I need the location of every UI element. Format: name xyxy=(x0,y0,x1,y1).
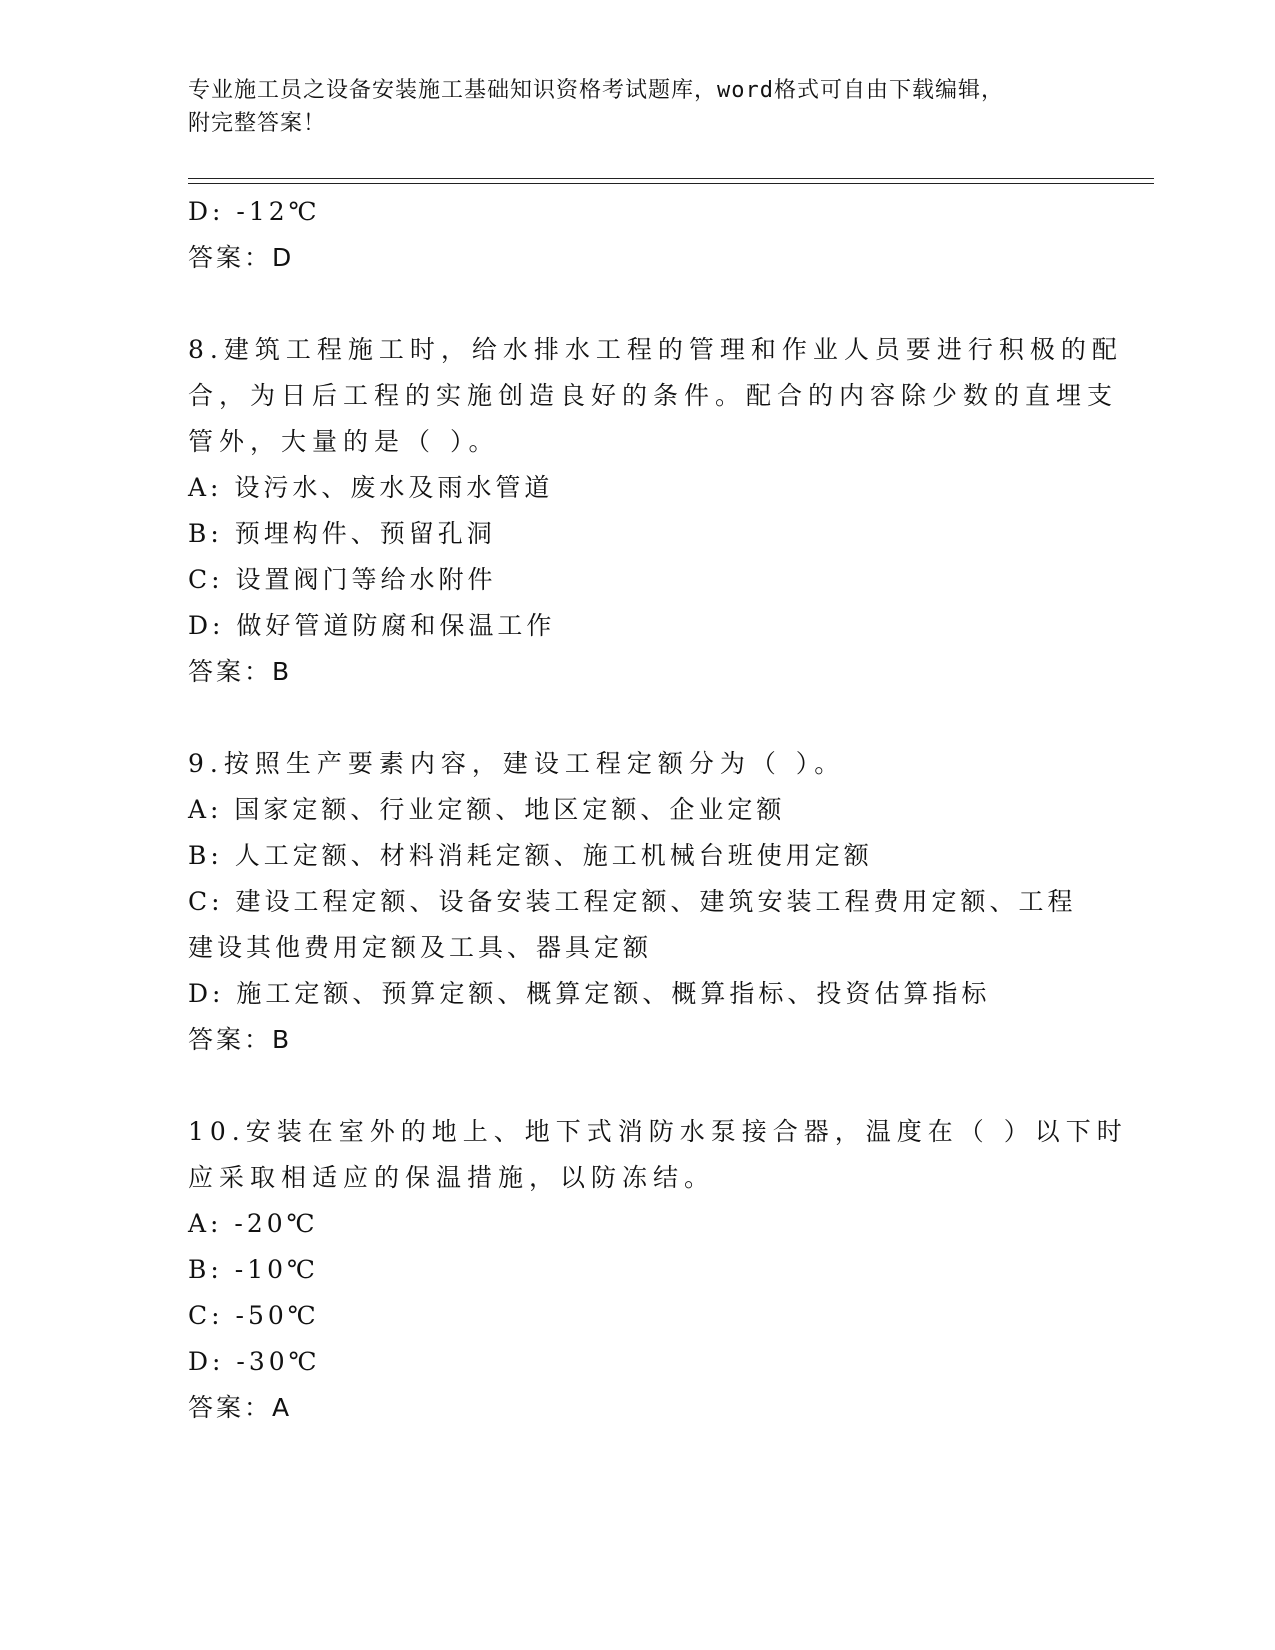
answer-line: 答案：D xyxy=(188,243,295,272)
stem-line: 管外，大量的是（ ）。 xyxy=(188,427,500,456)
header-line-2: 附完整答案！ xyxy=(188,111,327,136)
stem-line: 9.按照生产要素内容，建设工程定额分为（ ）。 xyxy=(188,749,846,778)
option-d: D: 施工定额、预算定额、概算定额、概算指标、投资估算指标 xyxy=(188,979,991,1008)
header-line-1: 专业施工员之设备安装施工基础知识资格考试题库，word格式可自由下载编辑， xyxy=(188,78,1004,103)
question-9 xyxy=(188,741,1088,1063)
stem-line: 8.建筑工程施工时，给水排水工程的管理和作业人员要进行积极的配 xyxy=(188,335,1123,364)
option-d: D: 做好管道防腐和保温工作 xyxy=(188,611,556,640)
previous-question-tail xyxy=(188,189,1088,281)
question-stem xyxy=(188,327,1123,465)
option-d: D: -12℃ xyxy=(188,197,321,226)
question-content xyxy=(188,189,1128,1431)
option-b: B: -10℃ xyxy=(188,1255,319,1284)
header-divider-top xyxy=(188,178,1154,179)
answer-line: 答案：B xyxy=(188,1025,293,1054)
header-divider-bottom xyxy=(188,183,1154,184)
option-a: A: -20℃ xyxy=(188,1209,319,1238)
answer-line: 答案：A xyxy=(188,1393,293,1422)
option-c-continued: 建设其他费用定额及工具、器具定额 xyxy=(188,933,653,962)
stem-line: 应采取相适应的保温措施，以防冻结。 xyxy=(188,1163,716,1192)
question-8 xyxy=(188,327,1123,695)
question-stem xyxy=(188,741,1088,787)
spacer xyxy=(188,1063,1088,1109)
option-c: C: 设置阀门等给水附件 xyxy=(188,565,497,594)
option-a: A: 设污水、废水及雨水管道 xyxy=(188,473,554,502)
stem-line: 10.安装在室外的地上、地下式消防水泵接合器，温度在（ ）以下时 xyxy=(188,1117,1128,1146)
stem-line: 合，为日后工程的实施创造良好的条件。配合的内容除少数的直埋支 xyxy=(188,381,1119,410)
option-a: A: 国家定额、行业定额、地区定额、企业定额 xyxy=(188,795,786,824)
option-d: D: -30℃ xyxy=(188,1347,321,1376)
answer-line: 答案：B xyxy=(188,657,293,686)
option-c: C: -50℃ xyxy=(188,1301,320,1330)
spacer xyxy=(188,695,1088,741)
question-10 xyxy=(188,1109,1128,1431)
document-header xyxy=(188,74,1068,140)
option-b: B: 人工定额、材料消耗定额、施工机械台班使用定额 xyxy=(188,841,873,870)
question-stem xyxy=(188,1109,1128,1201)
spacer xyxy=(188,281,1088,327)
option-b: B: 预埋构件、预留孔洞 xyxy=(188,519,496,548)
option-c: C: 建设工程定额、设备安装工程定额、建筑安装工程费用定额、工程 xyxy=(188,887,1077,916)
